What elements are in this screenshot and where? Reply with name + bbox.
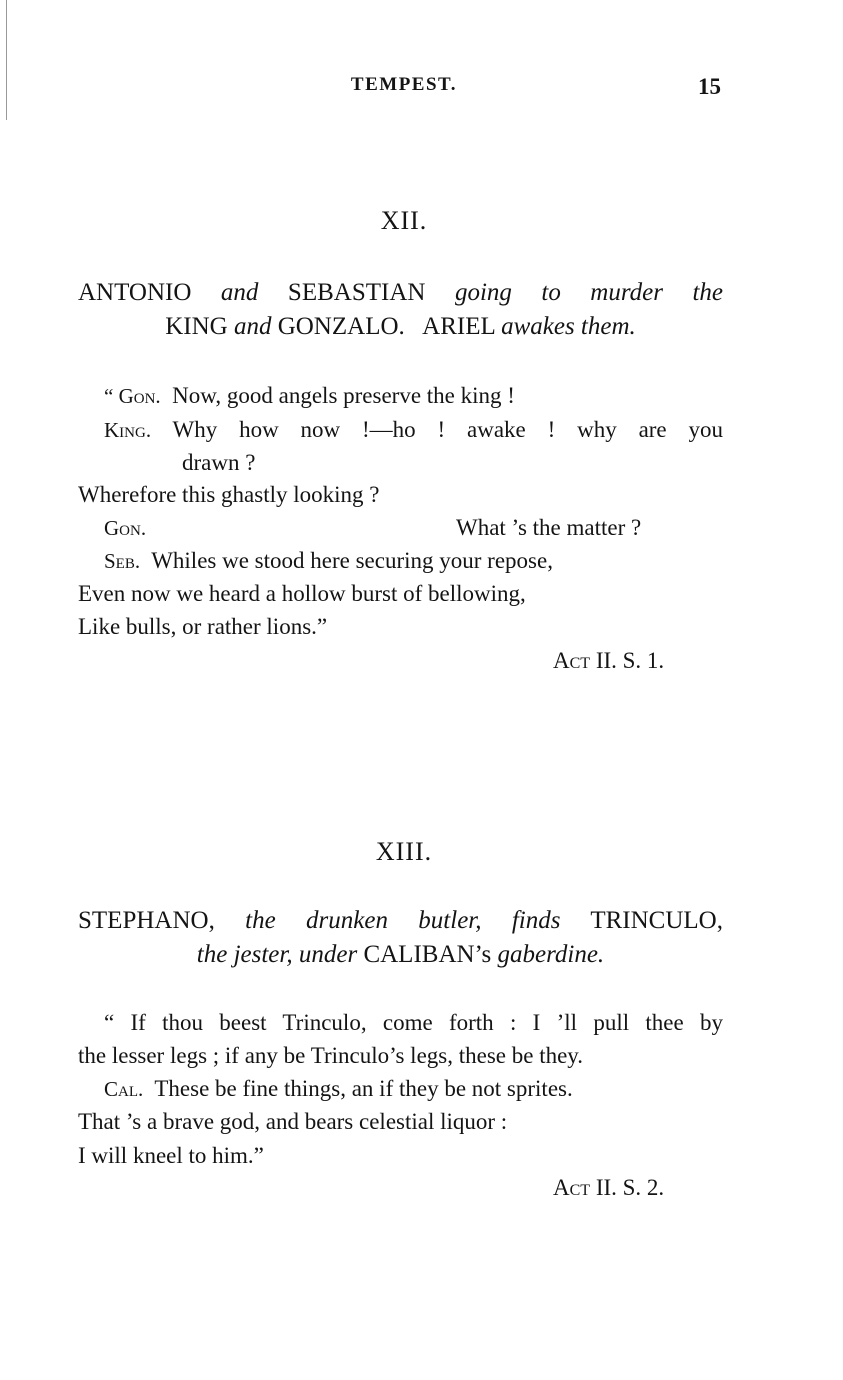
heading-description: going to murder the [454,279,724,306]
heading-character: ARIEL [422,313,495,340]
quote-line [104,383,515,409]
quote-line [182,450,255,476]
heading-character: GONZALO. [277,313,405,340]
speech-text: Now, good angels preserve the king ! [172,383,515,408]
speaker-name: Seb. [104,549,141,573]
heading-description: awakes them. [501,313,636,340]
running-title: TEMPEST. [350,74,458,95]
speech-text: Like bulls, or rather lions.” [78,614,328,639]
quote-line [104,1010,723,1036]
act-citation: Act II. S. 1. [553,648,665,673]
section-heading-line [78,907,723,935]
heading-character: ANTONIO [78,279,192,306]
speaker-name: “ Gon. [104,384,161,408]
speech-text: Even now we heard a hollow burst of bellowing, [78,581,526,606]
quote-line [456,515,641,541]
speech-text: I will kneel to him.” [78,1143,264,1168]
act-citation: Act II. S. 2. [553,1175,665,1200]
speech-text: What ’s the matter ? [456,515,642,540]
speaker-name: Cal. [104,1077,144,1101]
speech-text: Wherefore this ghastly looking ? [78,482,380,507]
heading-description: the drunken butler, finds [245,907,561,934]
speech-text: drawn ? [182,450,256,475]
quote-line [104,515,146,541]
heading-description: gaberdine. [497,941,605,968]
quote-line [104,417,723,443]
heading-connector: and [233,313,272,340]
speaker-name: King. [104,418,152,442]
section-heading-line [78,313,723,341]
heading-description: the jester, under [196,941,358,968]
heading-connector: and [220,279,259,306]
speech-text: Why how now !—ho ! awake ! why are you [172,417,723,442]
speech-text: the lesser legs ; if any be Trinculo’s legs, these be they. [78,1043,584,1068]
quote-line [78,1109,507,1135]
speech-text: “ If thou beest Trinculo, come forth : I ’ll pull thee by [104,1010,723,1035]
quote-line [104,548,553,574]
heading-character: STEPHANO, [78,907,215,934]
section-heading-line [78,941,723,969]
heading-character: CALIBAN’s [363,941,492,968]
heading-character: SEBASTIAN [287,279,426,306]
section-numeral: XIII. [375,837,433,866]
quote-line [78,614,327,640]
quote-line [78,1043,583,1069]
speech-text: That ’s a brave god, and bears celestial liquor : [78,1109,508,1134]
quote-line [78,482,379,508]
page-edge-mark [6,0,7,120]
quote-line [78,581,526,607]
section-heading-line [78,279,723,307]
page-number: 15 [698,74,721,99]
speaker-name: Gon. [104,516,147,540]
speech-text: Whiles we stood here securing your repose, [151,548,553,573]
quote-line [104,1076,573,1102]
heading-character: TRINCULO, [590,907,723,934]
heading-character: KING [165,313,228,340]
speech-text: These be fine things, an if they be not sprites. [154,1076,573,1101]
section-numeral: XII. [380,206,428,235]
quote-line [78,1143,264,1169]
